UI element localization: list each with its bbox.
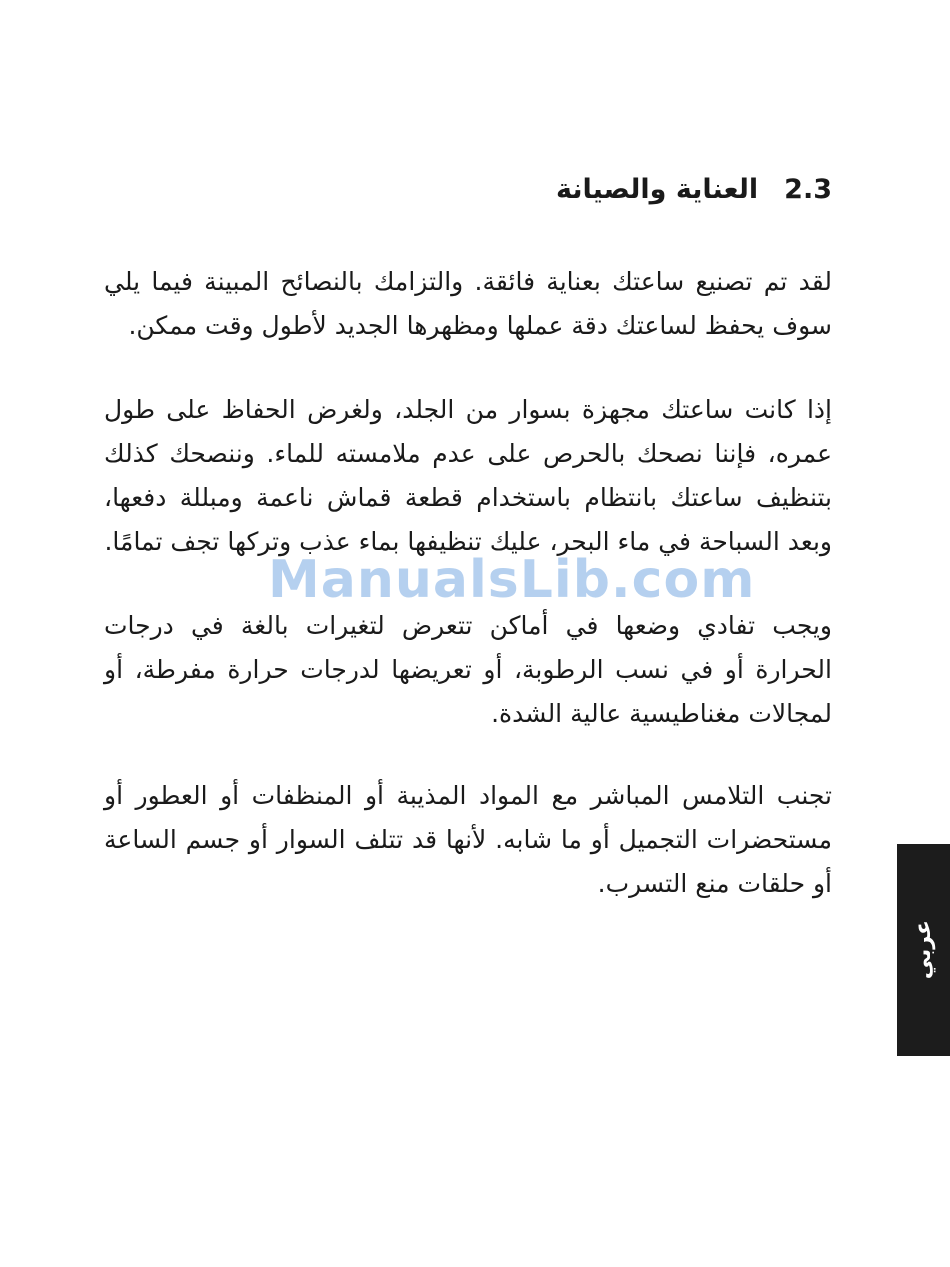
paragraph-temperature: ويجب تفادي وضعها في أماكن تتعرض لتغيرات بالغة في درجات الحرارة أو في نسب الرطوبة، أو تعريضها لدرجات حرارة مفرطة، أو لمجالات مغناطيسية عالية الشدة. xyxy=(104,611,832,728)
language-tab-label: عربي xyxy=(911,920,936,980)
language-side-tab xyxy=(897,844,950,1056)
section-title: العناية والصيانة xyxy=(555,174,759,205)
section-number: 2.3 xyxy=(784,174,832,205)
paragraph-intro: لقد تم تصنيع ساعتك بعناية فائقة. والتزامك بالنصائح المبينة فيما يلي سوف يحفظ لساعتك دقة عملها ومظهرها الجديد لأطول وقت ممكن. xyxy=(104,267,832,340)
section-content xyxy=(104,168,832,944)
paragraph-chemicals: تجنب التلامس المباشر مع المواد المذيبة أو المنظفات أو العطور أو مستحضرات التجميل أو ما شابه. لأنها قد تتلف السوار أو جسم الساعة أو حلقات منع التسرب. xyxy=(104,781,832,898)
section-heading xyxy=(104,168,832,212)
paragraph-leather-strap: إذا كانت ساعتك مجهزة بسوار من الجلد، ولغرض الحفاظ على طول عمره، فإننا نصحك بالحرص على عدم ملامسته للماء. وننصحك كذلك بتنظيف ساعتك بانتظام باستخدام قطعة قماش ناعمة ومبللة دفعها، وبعد السباحة في ماء البحر، عليك تنظيفها بماء عذب وتركها تجف تمامًا. xyxy=(104,395,832,556)
watermark: ManualsLib.com xyxy=(268,550,756,610)
